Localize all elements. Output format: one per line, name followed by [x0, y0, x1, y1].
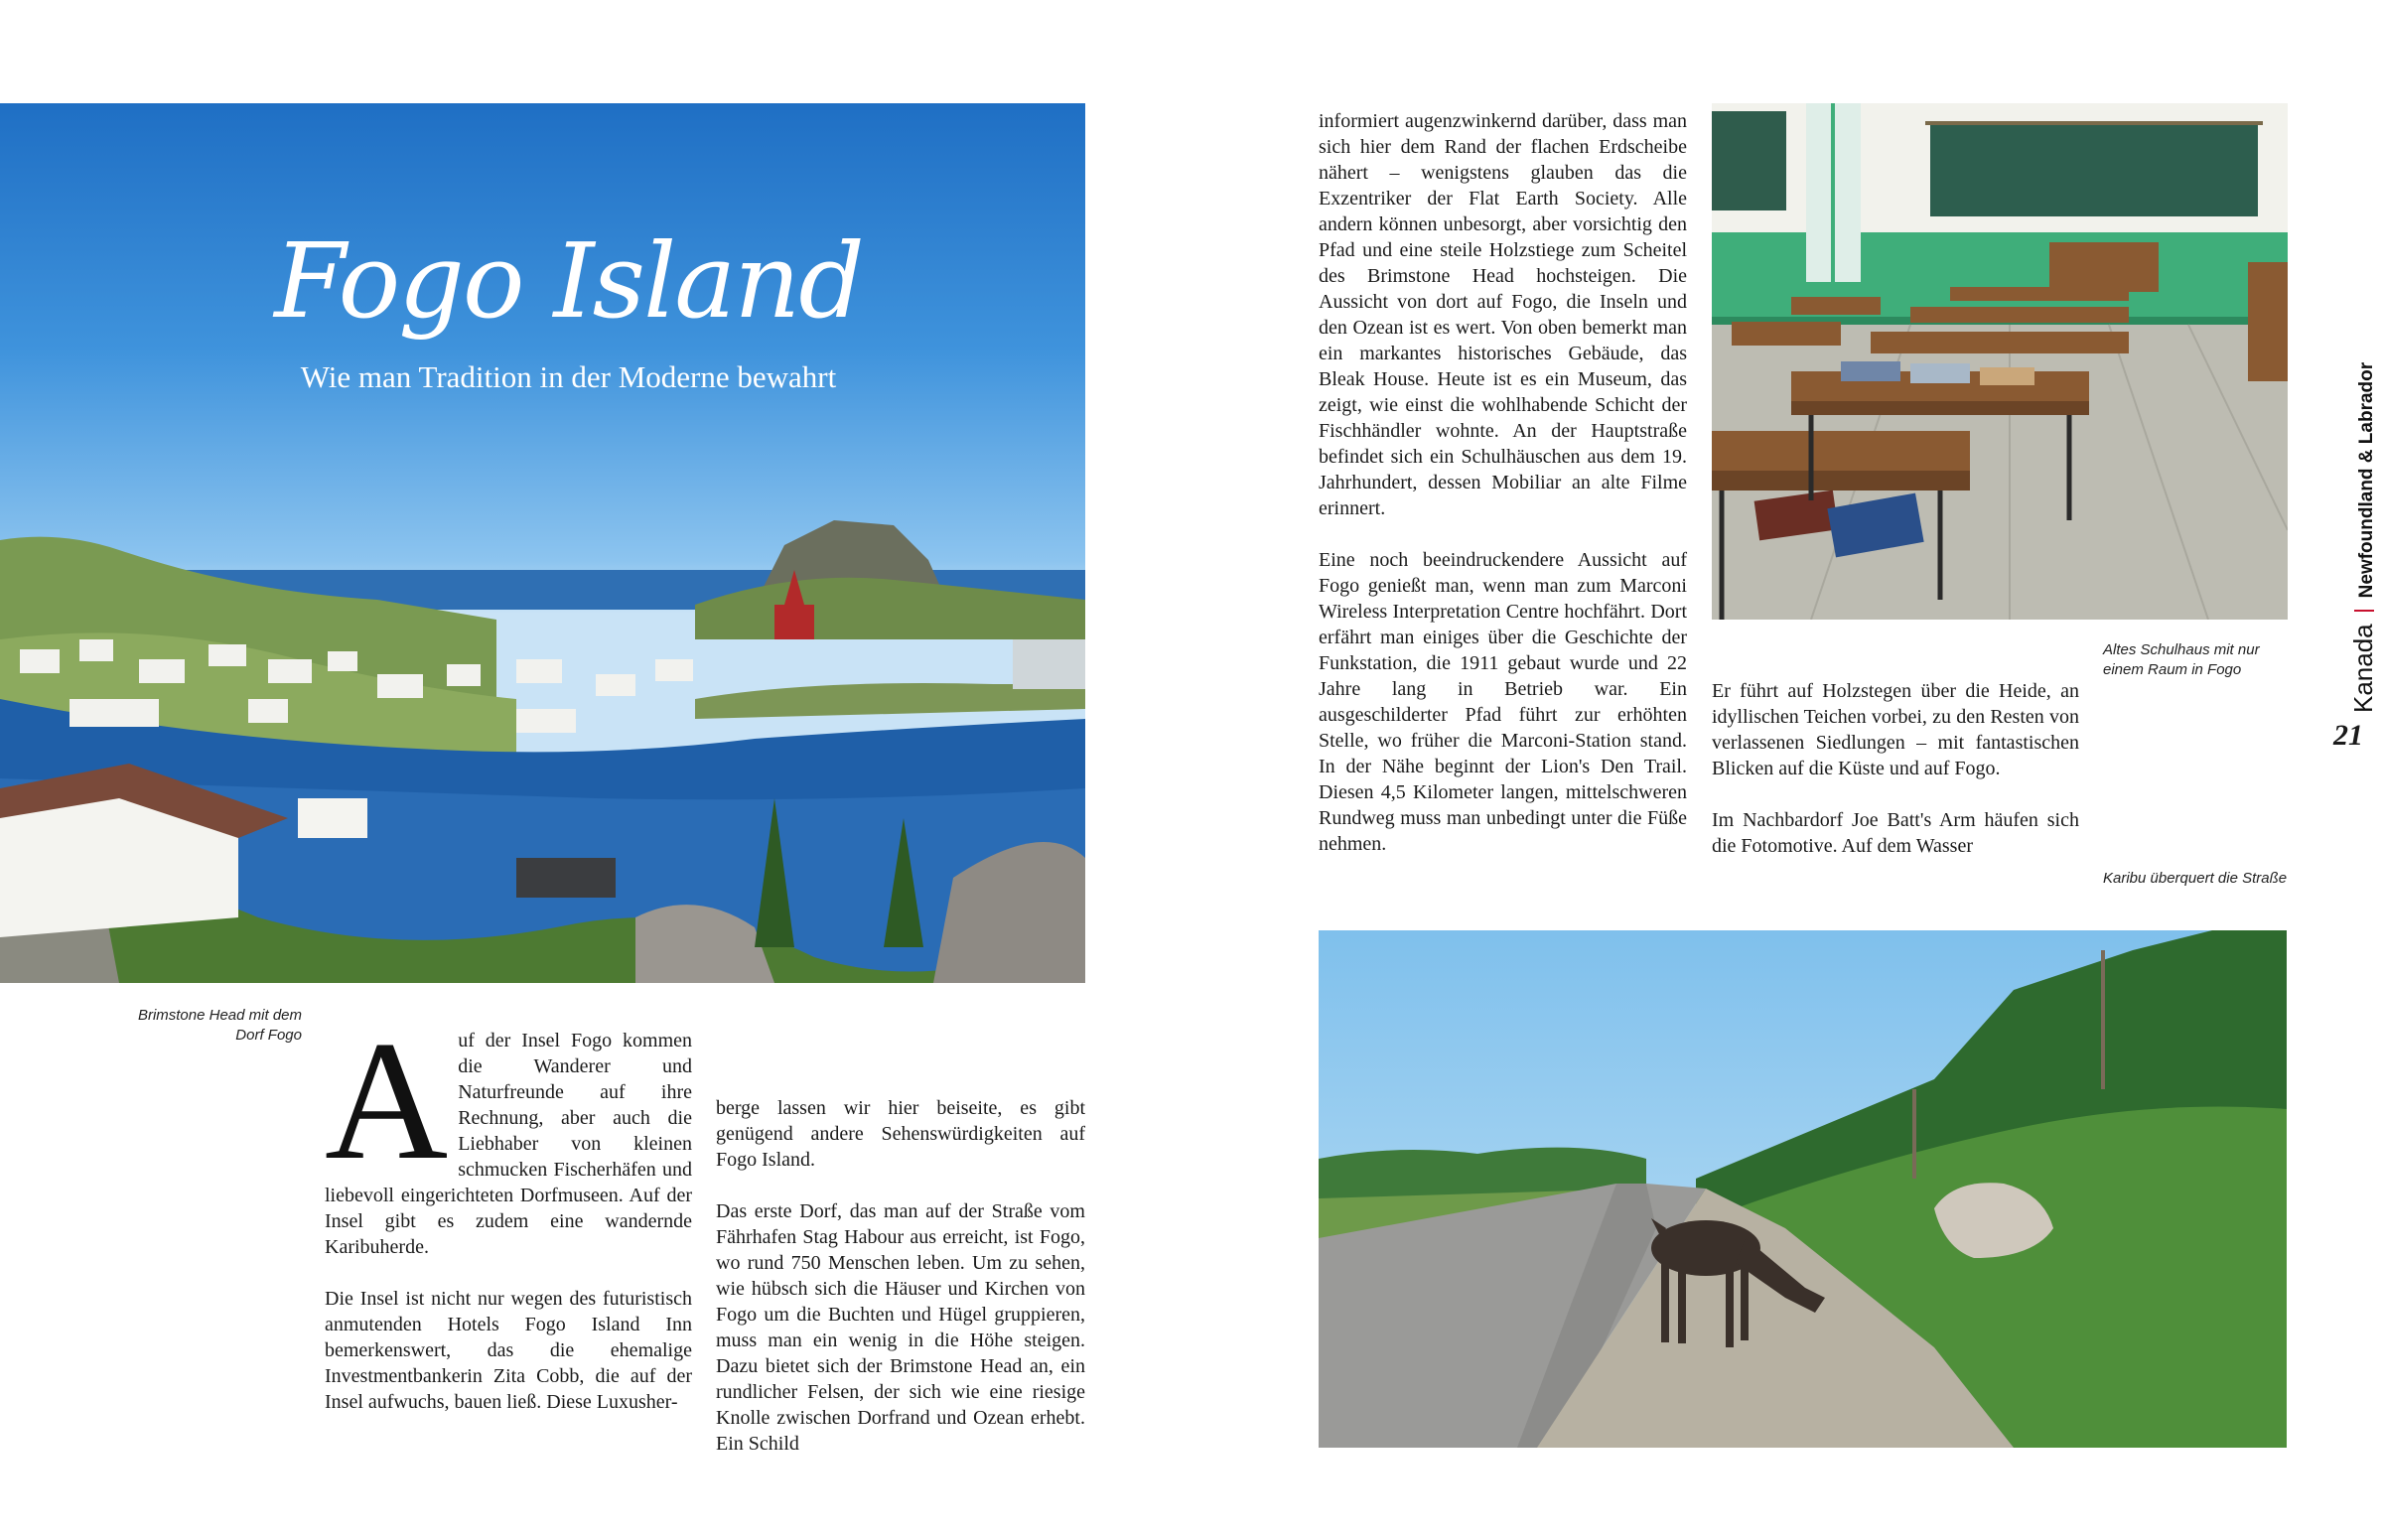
schoolroom-photo — [1712, 103, 2288, 620]
running-head-divider — [2354, 610, 2374, 612]
article-column-2 — [716, 1095, 1085, 1482]
paragraph: informiert augenzwinkernd darüber, dass man sich hier dem Rand der flachen Erdscheibe nähert – wenigstens glauben das die Exzentriker der Flat Earth Society. Alle andern können unbesorgt, aber vorsichtig den Pfad und eine steile Holzstiege zum Scheitel des Brimstone Head hochsteigen. Die Aussicht von dort auf Fogo, die Inseln und den Ozean ist es wert. Von oben bemerkt man ein markantes historisches Gebäude, das Bleak House. Heute ist es ein Museum, das zeigt, wie einst die wohlhabende Schicht der Fischhändler wohnte. An der Hauptstraße befindet sich ein Schulhäuschen aus dem 19. Jahrhundert, dessen Mobiliar an alte Filme erinnert. — [1319, 110, 1687, 519]
article-column-4 — [1712, 678, 2079, 885]
hero-caption: Brimstone Head mit dem Dorf Fogo — [137, 1007, 302, 1044]
hero-title: Fogo Island — [274, 220, 863, 342]
hero-subtitle: Wie man Tradition in der Moderne bewahrt — [300, 359, 837, 394]
paragraph: Die Insel ist nicht nur wegen des futuristisch anmutenden Hotels Fogo Island Inn bemerkenswert, das die ehemalige Investmentbankerin Zita Cobb, die auf der Insel aufwuchs, bauen ließ. Diese Luxusher- — [325, 1288, 692, 1413]
schoolroom-illustration — [1712, 103, 2288, 620]
paragraph: Auf der Insel Fogo kommen die Wanderer und Naturfreunde auf ihre Rechnung, aber auch die Liebhaber von kleinen schmucken Fischerhäfen und liebevoll eingerichteten Dorfmuseen. Auf der Insel gibt es zudem eine wandernde Karibuherde. — [325, 1007, 692, 1258]
page-number: 21 — [2333, 719, 2363, 752]
school-caption: Altes Schulhaus mit nur einem Raum in Fogo — [2103, 641, 2260, 678]
drop-cap: A — [325, 1007, 449, 1195]
running-head-region: Newfoundland & Labrador — [2356, 361, 2377, 599]
running-head — [2318, 336, 2378, 713]
caribou-photo — [1319, 930, 2287, 1448]
paragraph: Er führt auf Holzstegen über die Heide, an idyllischen Teichen vorbei, zu den Resten von verlassenen Siedlungen – mit fantastischen Blicken auf die Küste und auf Fogo. — [1712, 680, 2079, 779]
caribou-caption: Karibu überquert die Straße — [2103, 870, 2288, 887]
paragraph: berge lassen wir hier beiseite, es gibt genügend andere Sehenswürdigkeiten auf Fogo Island. — [716, 1097, 1085, 1171]
caribou-road-illustration — [1319, 930, 2287, 1448]
paragraph: Das erste Dorf, das man auf der Straße vom Fährhafen Stag Habour aus erreicht, ist Fogo, wo rund 750 Menschen leben. Um zu sehen, wie hübsch sich die Häuser und Kirchen von Fogo um die Buchten und Hügel gruppieren, muss man ein wenig in die Höhe steigen. Dazu bietet sich der Brimstone Head an, ein rundlicher Felsen, der sich wie eine riesige Knolle zwischen Dorfrand und Ozean erhebt. Ein Schild — [716, 1200, 1085, 1455]
hero-photo — [0, 103, 1085, 983]
article-column-3 — [1319, 108, 1687, 883]
paragraph: Im Nachbardorf Joe Batt's Arm häufen sich die Fotomotive. Auf dem Wasser — [1712, 809, 2079, 857]
article-column-1 — [325, 1007, 692, 1441]
paragraph: Eine noch beeindruckendere Aussicht auf Fogo genießt man, wenn man zum Marconi Wireless Interpretation Centre hochfährt. Dort erfährt man einiges über die Geschichte der Funkstation, die 1911 gebaut wurde und 22 Jahre lang in Betrieb war. Ein ausgeschilderter Pfad führt zur erhöhten Stelle, wo früher die Marconi-Station stand. In der Nähe beginnt der Lion's Den Trail. Diesen 4,5 Kilometer langen, mittelschweren Rundweg muss man unbedingt unter die Füße nehmen. — [1319, 549, 1687, 855]
running-head-country: Kanada — [2348, 624, 2378, 713]
